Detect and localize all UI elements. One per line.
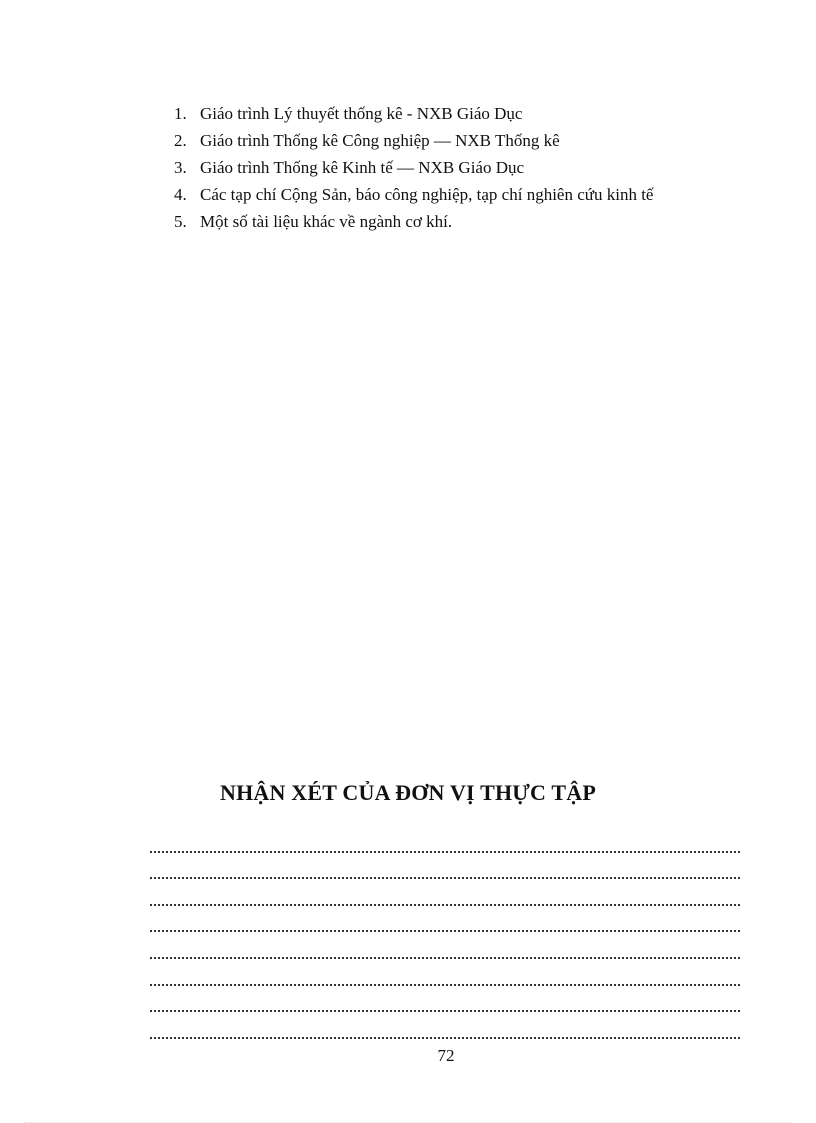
reference-text: Giáo trình Thống kê Kinh tế — NXB Giáo Dục: [200, 158, 525, 177]
reference-item: [174, 181, 653, 208]
page-number: 72: [437, 1046, 455, 1065]
reference-number: 5.: [174, 212, 187, 231]
reference-text: Giáo trình Lý thuyết thống kê - NXB Giáo Dục: [200, 104, 523, 123]
reference-item: [174, 100, 653, 127]
comment-area: [150, 832, 740, 1045]
blank-dotted-line: [150, 859, 740, 886]
blank-dotted-line: [150, 992, 740, 1019]
blank-dotted-line: [150, 912, 740, 939]
blank-dotted-line: [150, 832, 740, 859]
reference-number: 2.: [174, 131, 187, 150]
reference-item: [174, 127, 653, 154]
blank-dotted-line: [150, 965, 740, 992]
blank-dotted-line: [150, 1018, 740, 1045]
reference-text: Giáo trình Thống kê Công nghiệp — NXB Thống kê: [200, 131, 560, 150]
reference-text: Các tạp chí Cộng Sản, báo công nghiệp, tạp chí nghiên cứu kinh tế: [200, 185, 654, 204]
reference-number: 4.: [174, 185, 187, 204]
reference-list: [174, 100, 653, 235]
reference-number: 1.: [174, 104, 187, 123]
reference-item: [174, 154, 653, 181]
reference-text: Một số tài liệu khác về ngành cơ khí.: [200, 212, 453, 231]
reference-number: 3.: [174, 158, 187, 177]
blank-dotted-line: [150, 938, 740, 965]
section-title: NHẬN XÉT CỦA ĐƠN VỊ THỰC TẬP: [220, 780, 596, 805]
blank-dotted-line: [150, 885, 740, 912]
reference-item: [174, 208, 653, 235]
